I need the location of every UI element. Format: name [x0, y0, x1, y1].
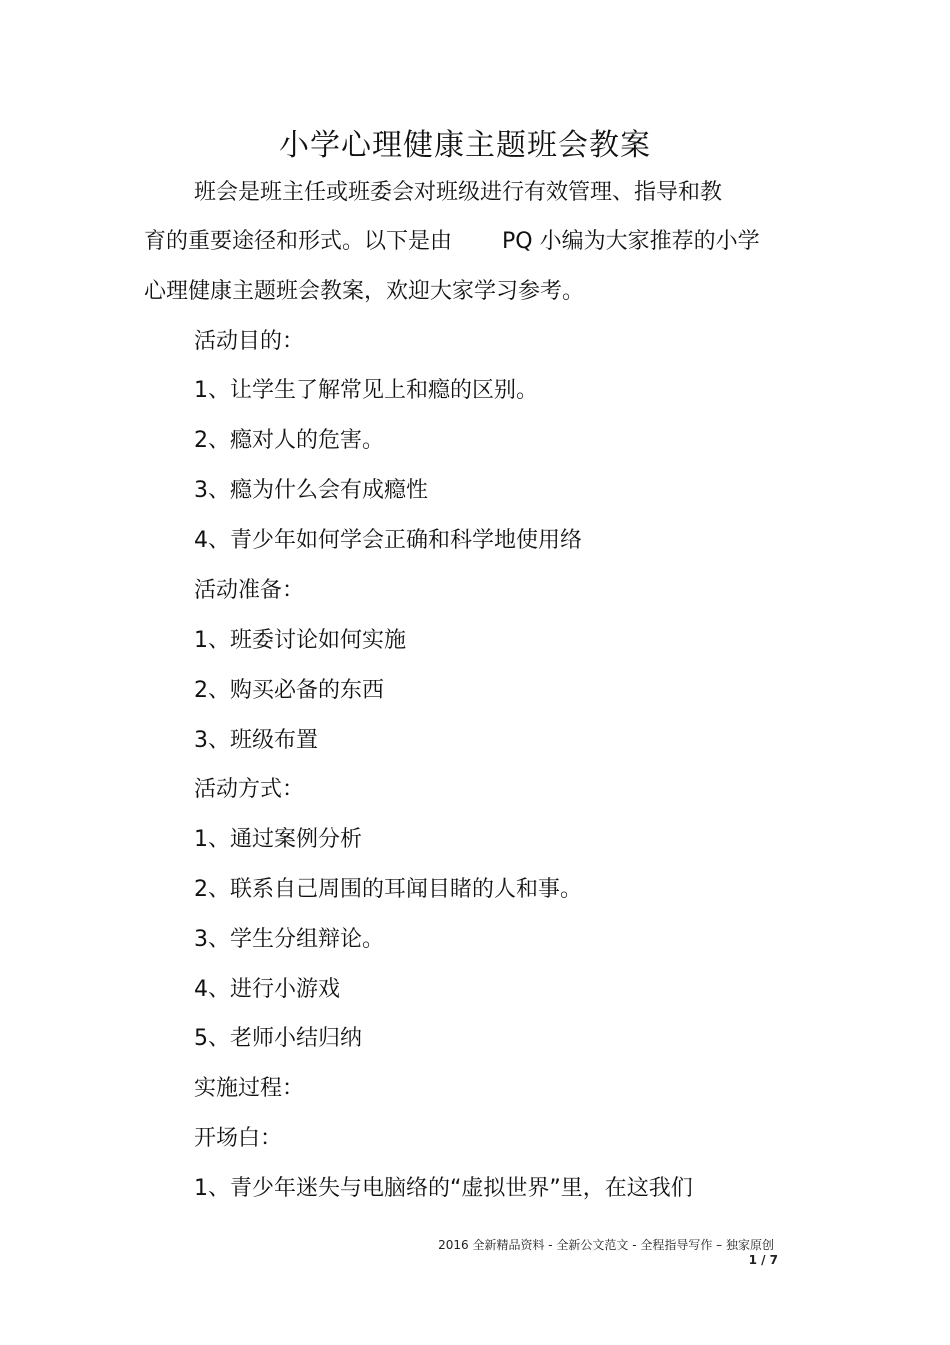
list-item: 2、瘾对人的危害。 — [194, 428, 384, 453]
section-heading-process: 实施过程： — [194, 1076, 305, 1101]
footer-text: 2016 全新精品资料 - 全新公文范文 - 全程指导写作 – 独家原创 — [438, 1238, 774, 1252]
intro-line-1: 班会是班主任或班委会对班级进行有效管理、指导和教 — [194, 180, 723, 205]
list-item: 2、联系自己周围的耳闻目睹的人和事。 — [194, 877, 582, 902]
intro-line-3: 心理健康主题班会教案，欢迎大家学习参考。 — [144, 279, 585, 304]
intro-line-2 — [144, 227, 760, 257]
intro-line-2-part-b: PQ 小编为大家推荐的小学 — [502, 229, 760, 254]
list-item: 5、老师小结归纳 — [194, 1026, 362, 1051]
section-heading-purpose: 活动目的： — [194, 329, 305, 354]
page-number: 1 / 7 — [748, 1253, 778, 1267]
list-item: 2、购买必备的东西 — [194, 678, 384, 703]
section-heading-preparation: 活动准备： — [194, 578, 305, 603]
list-item: 1、青少年迷失与电脑络的“虚拟世界”里，在这我们 — [194, 1176, 693, 1201]
list-item: 4、青少年如何学会正确和科学地使用络 — [194, 528, 582, 553]
list-item: 1、班委讨论如何实施 — [194, 628, 406, 653]
intro-line-2-part-a: 育的重要途径和形式。以下是由 — [144, 229, 453, 254]
section-heading-method: 活动方式： — [194, 777, 305, 802]
document-title: 小学心理健康主题班会教案 — [279, 128, 651, 163]
section-heading-opening: 开场白： — [194, 1126, 283, 1151]
list-item: 3、瘾为什么会有成瘾性 — [194, 478, 428, 503]
list-item: 4、进行小游戏 — [194, 977, 340, 1002]
list-item: 3、班级布置 — [194, 728, 318, 753]
list-item: 1、通过案例分析 — [194, 827, 362, 852]
list-item: 1、让学生了解常见上和瘾的区别。 — [194, 378, 538, 403]
list-item: 3、学生分组辩论。 — [194, 927, 384, 952]
